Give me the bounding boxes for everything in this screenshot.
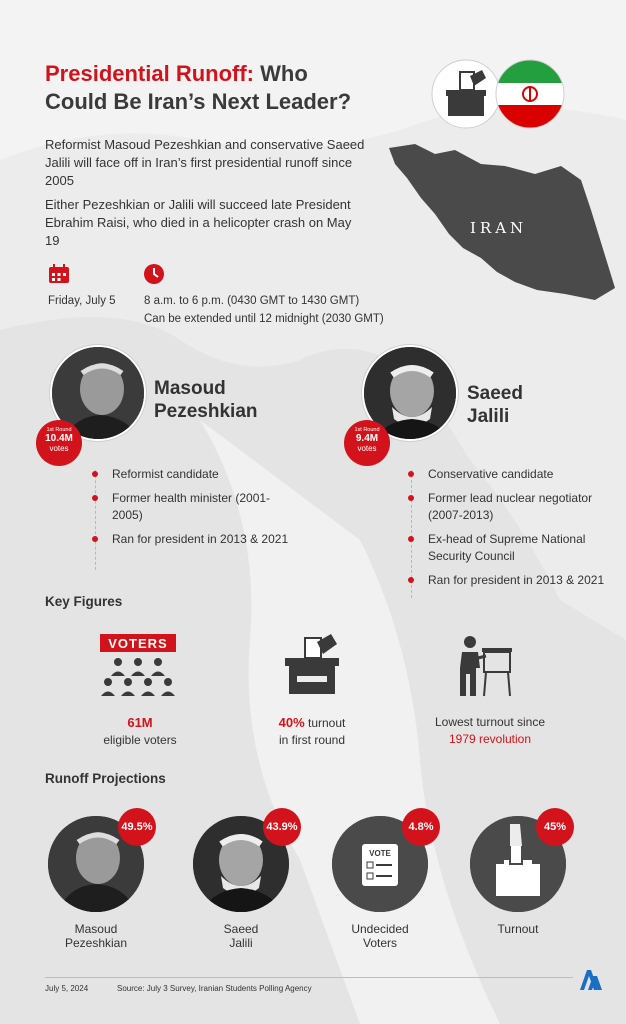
voting-booth-icon (456, 634, 516, 703)
list-item: Conservative candidate (408, 466, 608, 483)
projection-pezeshkian-pct: 49.5% (118, 808, 156, 846)
page-title: Presidential Runoff: Who Could Be Iran’s Next Leader? (45, 61, 352, 114)
projection-jalili-label: Saeed Jalili (223, 922, 259, 950)
election-date: Friday, July 5 (48, 295, 116, 307)
election-time: 8 a.m. to 6 p.m. (0430 GMT to 1430 GMT) (144, 295, 360, 307)
intro-paragraph-2: Either Pezeshkian or Jalili will succeed late President Ebrahim Raisi, who died in a helicopter crash on May 19 (45, 197, 352, 248)
iran-flag-icon (496, 60, 566, 128)
iran-label: IRAN (470, 219, 528, 237)
list-item: Former lead nuclear negotiator (2007-2013) (408, 490, 608, 524)
projection-turnout-pct: 45% (536, 808, 574, 846)
voters-sign-text: VOTERS (108, 636, 168, 651)
key-figures-heading: Key Figures (45, 594, 123, 609)
pezeshkian-bullets (92, 466, 292, 555)
pezeshkian-votes-badge: 1st Round 10.4M votes (36, 420, 82, 466)
pezeshkian-name: Masoud Pezeshkian (154, 378, 258, 422)
footer-date: July 5, 2024 (45, 984, 89, 993)
lowest-turnout-figure: Lowest turnout since 1979 revolution (434, 715, 546, 746)
projection-undecided-label: Undecided Voters (351, 922, 409, 950)
jalili-bullets (408, 466, 608, 596)
footer-divider (45, 977, 573, 978)
list-item: Ex-head of Supreme National Security Council (408, 531, 608, 565)
intro-paragraph-1: Reformist Masoud Pezeshkian and conservative Saeed Jalili will face off in Iran’s first presidential runoff since 2005 (45, 137, 365, 188)
projection-undecided-pct: 4.8% (402, 808, 440, 846)
list-item: Reformist candidate (92, 466, 292, 483)
projection-pezeshkian-label: Masoud Pezeshkian (64, 922, 128, 950)
turnout-figure: 40% turnout in first round (278, 715, 346, 747)
vote-sheet-text: VOTE (369, 849, 391, 858)
jalili-name: Saeed Jalili (467, 383, 523, 427)
jalili-votes-badge: 1st Round 9.4M votes (344, 420, 390, 466)
election-extension: Can be extended until 12 midnight (2030 GMT) (144, 313, 384, 325)
clock-icon (144, 264, 164, 289)
projections-heading: Runoff Projections (45, 771, 166, 786)
voters-icon (100, 634, 176, 705)
voters-figure: 61M eligible voters (103, 715, 177, 747)
list-item: Ran for president in 2013 & 2021 (408, 572, 608, 589)
agency-logo-icon (578, 968, 604, 997)
list-item: Ran for president in 2013 & 2021 (92, 531, 292, 548)
projection-turnout-label: Turnout (497, 922, 539, 936)
footer-source: Source: July 3 Survey, Iranian Students Polling Agency (117, 984, 312, 993)
calendar-icon (48, 264, 70, 289)
ballot-box-icon (283, 634, 341, 701)
projection-jalili-pct: 43.9% (263, 808, 301, 846)
header-graphic (430, 58, 570, 135)
list-item: Former health minister (2001-2005) (92, 490, 292, 524)
